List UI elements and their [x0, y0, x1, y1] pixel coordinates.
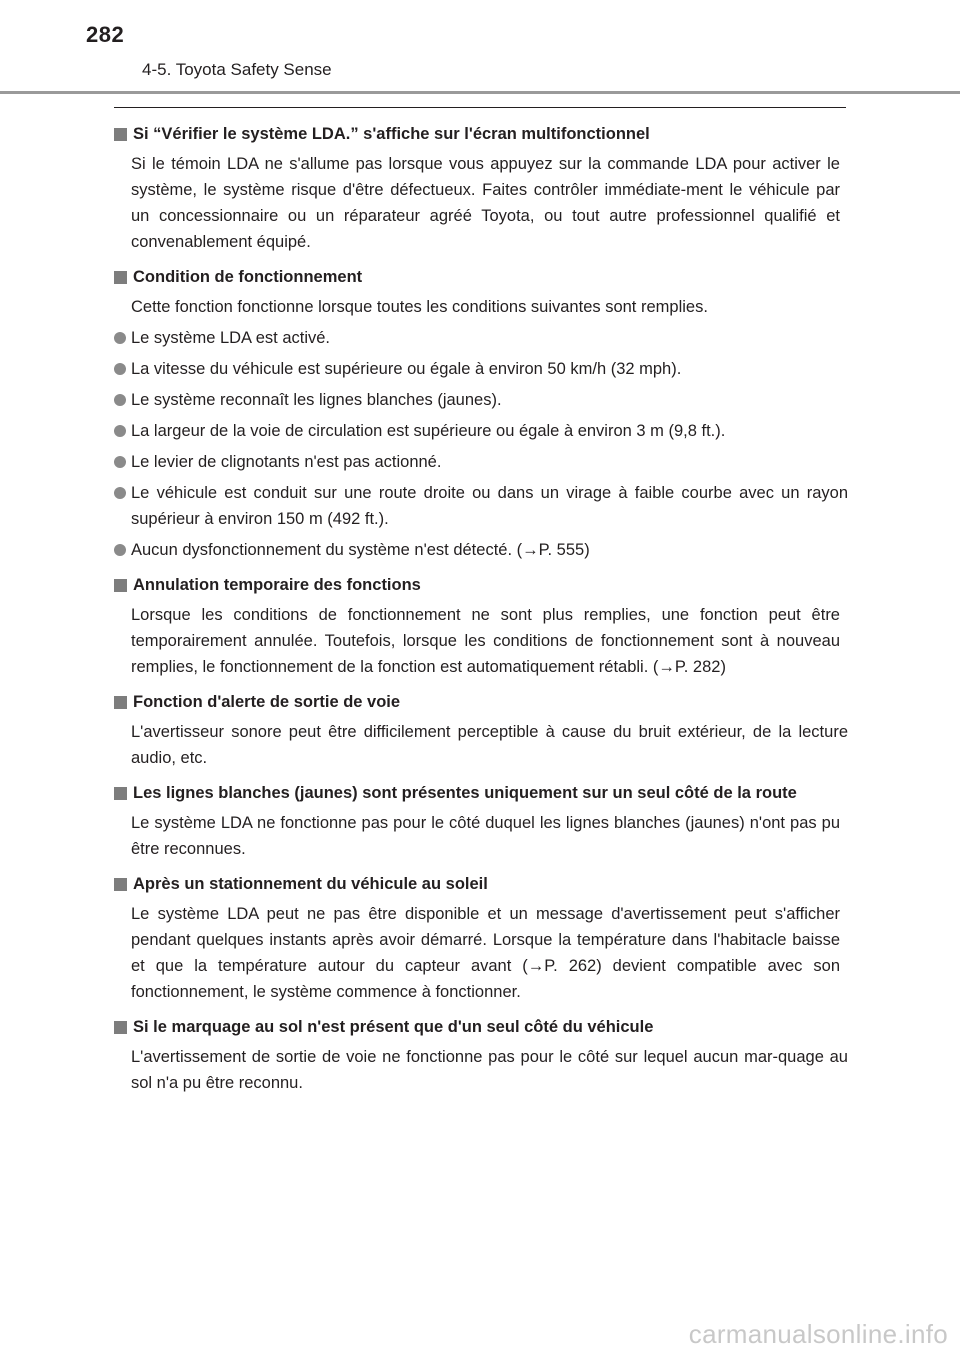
section-block	[114, 689, 848, 771]
content-divider	[114, 107, 846, 108]
body-paragraph: L'avertissement de sortie de voie ne fonctionne pas pour le côté sur lequel aucun mar-quage au sol n'a pu être reconnu.	[131, 1048, 848, 1092]
list-item	[114, 325, 848, 351]
section-block	[114, 1014, 848, 1096]
section-block	[114, 871, 848, 1005]
list-item	[114, 418, 848, 444]
header-divider	[0, 91, 960, 94]
square-bullet-icon	[114, 128, 127, 141]
section-block	[114, 572, 848, 680]
section-block	[114, 121, 848, 255]
body-paragraph: L'avertisseur sonore peut être difficilement perceptible à cause du bruit extérieur, de la lecture audio, etc.	[131, 723, 848, 767]
square-bullet-icon	[114, 787, 127, 800]
square-bullet-icon	[114, 696, 127, 709]
circle-bullet-icon	[114, 363, 126, 375]
content-body	[114, 121, 848, 1105]
section-heading	[114, 264, 848, 290]
list-item-text: Le système LDA est activé.	[131, 329, 331, 347]
circle-bullet-icon	[114, 456, 126, 468]
square-bullet-icon	[114, 1021, 127, 1034]
watermark: carmanualsonline.info	[688, 1319, 948, 1349]
section-heading	[114, 572, 848, 598]
section-heading-text: Après un stationnement du véhicule au soleil	[133, 875, 488, 893]
circle-bullet-icon	[114, 487, 126, 499]
circle-bullet-icon	[114, 332, 126, 344]
list-item	[114, 449, 848, 475]
list-item-text: Le véhicule est conduit sur une route droite ou dans un virage à faible courbe avec un rayon supérieur à environ 150 m (492 ft.).	[131, 484, 848, 528]
section-heading	[114, 689, 848, 715]
list-item	[114, 387, 848, 413]
section-title: 4-5. Toyota Safety Sense	[142, 60, 332, 79]
square-bullet-icon	[114, 271, 127, 284]
body-paragraph: Le système LDA ne fonctionne pas pour le côté duquel les lignes blanches (jaunes) n'ont pas pu être reconnues.	[131, 814, 840, 858]
section-heading	[114, 1014, 848, 1040]
section-block	[114, 780, 848, 862]
section-heading-text: Condition de fonctionnement	[133, 268, 363, 286]
section-heading-text: Si “Vérifier le système LDA.” s'affiche sur l'écran multifonctionnel	[133, 125, 650, 143]
circle-bullet-icon	[114, 544, 126, 556]
circle-bullet-icon	[114, 425, 126, 437]
list-item	[114, 537, 848, 563]
body-paragraph: Lorsque les conditions de fonctionnement ne sont plus remplies, une fonction peut être temporairement annulée. Toutefois, lorsque les conditions de fonctionnement sont à nouveau remplies, le fonctionnement de la fonction est automatiquement rétabli. (→P. 282)	[131, 606, 840, 676]
section-heading-text: Annulation temporaire des fonctions	[133, 576, 421, 594]
body-paragraph: Si le témoin LDA ne s'allume pas lorsque vous appuyez sur la commande LDA pour activer le système, le système risque d'être défectueux. Faites contrôler immédiate-ment le véhicule par un concessionnaire ou un réparateur agréé Toyota, ou tout autre professionnel qualifié et convenablement équipé.	[131, 155, 840, 251]
circle-bullet-icon	[114, 394, 126, 406]
body-paragraph: Le système LDA peut ne pas être disponible et un message d'avertissement peut s'afficher pendant quelques instants après avoir démarré. Lorsque la température dans l'habitacle baisse et que la température autour du capteur avant (→P. 262) devient compatible avec son fonctionnement, le système commence à fonctionner.	[131, 905, 840, 1001]
section-block	[114, 264, 848, 563]
page-number: 282	[86, 22, 125, 47]
list-item-text: Le levier de clignotants n'est pas actionné.	[131, 453, 442, 471]
list-item	[114, 480, 848, 532]
list-item	[114, 356, 848, 382]
section-heading	[114, 780, 848, 806]
section-heading	[114, 871, 848, 897]
section-heading-text: Fonction d'alerte de sortie de voie	[133, 693, 401, 711]
list-item-text: Aucun dysfonctionnement du système n'est détecté. (→P. 555)	[131, 541, 590, 559]
list-item-text: La largeur de la voie de circulation est supérieure ou égale à environ 3 m (9,8 ft.).	[131, 422, 726, 440]
list-item-text: Le système reconnaît les lignes blanches (jaunes).	[131, 391, 502, 409]
list-item-text: La vitesse du véhicule est supérieure ou égale à environ 50 km/h (32 mph).	[131, 360, 682, 378]
body-paragraph: Cette fonction fonctionne lorsque toutes les conditions suivantes sont remplies.	[131, 298, 708, 316]
square-bullet-icon	[114, 579, 127, 592]
section-heading	[114, 121, 848, 147]
square-bullet-icon	[114, 878, 127, 891]
section-heading-text: Si le marquage au sol n'est présent que d'un seul côté du véhicule	[133, 1018, 654, 1036]
section-heading-text: Les lignes blanches (jaunes) sont présentes uniquement sur un seul côté de la route	[133, 784, 797, 802]
